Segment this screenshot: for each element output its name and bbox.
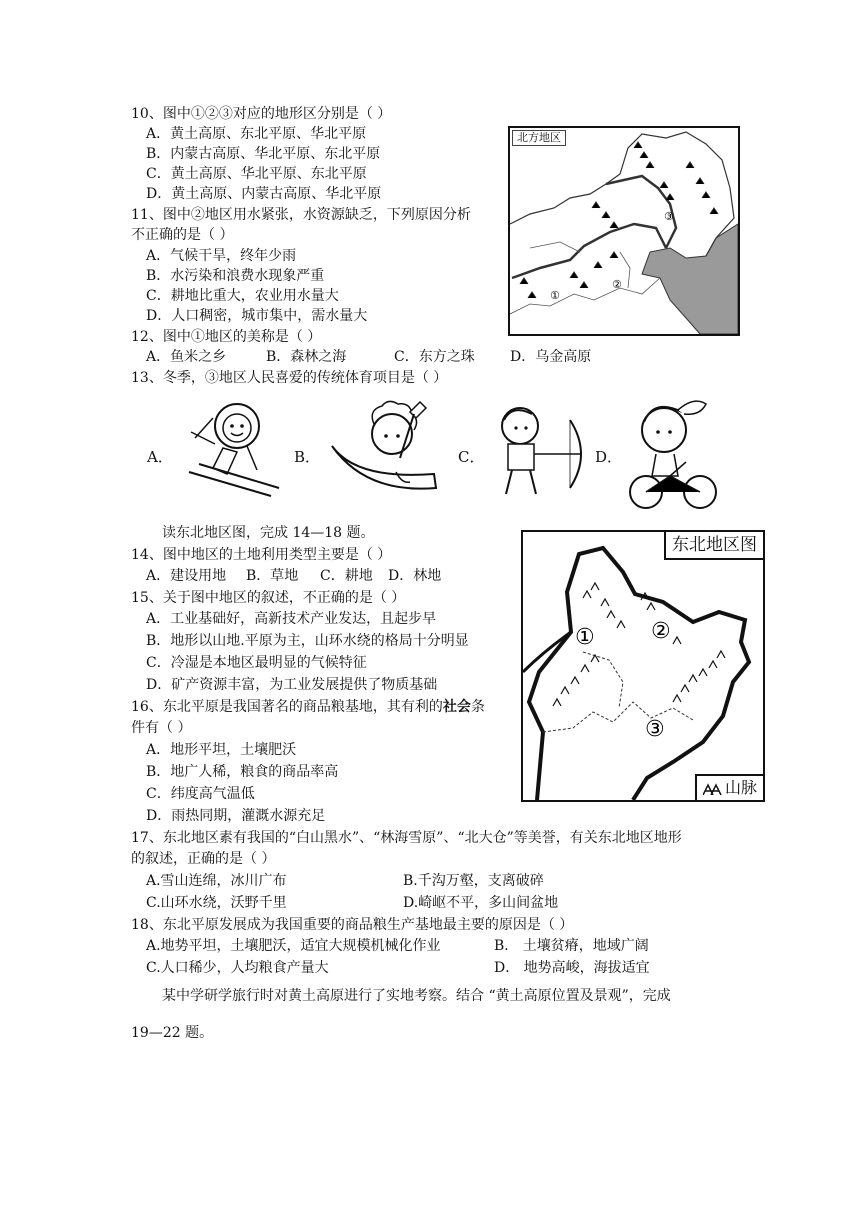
q10-stem: 10、图中①②③对应的地形区分别是（ ） <box>131 106 392 122</box>
q14-option-b: B．草地 <box>246 568 299 584</box>
q17-option-b: B.千沟万壑，支离破碎 <box>403 873 544 889</box>
boating-child-image <box>326 400 444 496</box>
q18-option-a: A.地势平坦，土壤肥沃，适宜大规模机械化作业 <box>146 938 441 954</box>
ne-map-title: 东北地区图 <box>664 532 763 560</box>
q13-stem: 13、冬季，③地区人民喜爱的传统体育项目是（ ） <box>131 370 448 386</box>
q10-option-a: A．黄土高原、东北平原、华北平原 <box>146 126 367 142</box>
q17-option-c: C.山环水绕，沃野千里 <box>146 895 287 911</box>
q13-option-c-letter: C． <box>458 448 485 466</box>
skiing-child-image <box>185 398 285 498</box>
q16-stem-line1 <box>131 697 485 717</box>
q15-option-b: B．地形以山地.平原为主，山环水绕的格局十分明显 <box>146 633 469 649</box>
north-region-map-graphic <box>510 128 738 334</box>
q17-option-d: D.崎岖不平，多山间盆地 <box>403 895 559 911</box>
q13-option-a-letter: A． <box>147 448 173 466</box>
q18-option-c: C.人口稀少，人均粮食产量大 <box>146 960 329 976</box>
north-map-label-1: ① <box>550 289 560 302</box>
q14-option-c: C．耕地 <box>320 568 373 584</box>
q12-option-d: D．乌金高原 <box>510 349 592 365</box>
q17-stem-line2: 的叙述，正确的是（ ） <box>131 851 276 867</box>
q17-stem-line1: 17、东北地区素有我国的“白山黑水”、“林海雪原”、“北大仓”等美誉，有关东北地区地形 <box>131 830 682 846</box>
north-region-map <box>508 126 740 336</box>
intro-19-22-line1: 某中学研学旅行时对黄土高原进行了实地考察。结合 “黄土高原位置及景观”，完成 <box>162 988 671 1004</box>
intro-19-22-line2: 19—22 题。 <box>131 1025 214 1041</box>
q18-stem: 18、东北平原发展成为我国重要的商品粮生产基地最主要的原因是（ ） <box>131 917 574 933</box>
q13-option-b-letter: B． <box>294 448 321 466</box>
q16-stem-line2: 件有（ ） <box>131 720 192 736</box>
northeast-region-map <box>521 530 765 802</box>
q16-stem-bold: 社会 <box>442 699 471 715</box>
archery-child-image <box>488 400 598 500</box>
q10-option-d: D．黄土高原、内蒙古高原、华北平原 <box>146 186 382 202</box>
intro-14-18: 读东北地区图，完成 14—18 题。 <box>162 525 375 541</box>
q18-option-b: B． 土壤贫瘠，地域广阔 <box>494 938 649 954</box>
q11-option-d: D．人口稠密，城市集中，需水量大 <box>146 308 368 324</box>
q14-option-a: A．建设用地 <box>146 568 227 584</box>
ne-map-label-3: ③ <box>645 717 665 742</box>
q10-option-c: C．黄土高原、华北平原、东北平原 <box>146 166 367 182</box>
q14-stem: 14、图中地区的土地利用类型主要是（ ） <box>131 547 392 563</box>
northeast-region-map-graphic <box>523 532 763 800</box>
q16-option-c: C．纬度高气温低 <box>146 786 255 802</box>
q16-stem-part-a: 16、东北平原是我国著名的商品粮基地，其有利的 <box>131 699 443 715</box>
mountain-legend-icon <box>703 783 725 795</box>
north-map-title: 北方地区 <box>512 130 566 146</box>
q12-option-c: C．东方之珠 <box>394 349 475 365</box>
q16-option-d: D．雨热同期，灌溉水源充足 <box>146 808 326 824</box>
q11-option-a: A．气候干旱，终年少雨 <box>146 248 297 264</box>
cycling-child-image <box>624 396 720 510</box>
q16-stem-part-b: 条 <box>470 699 485 715</box>
ne-map-label-1: ① <box>575 625 595 650</box>
ne-map-legend-label: 山脉 <box>724 778 757 797</box>
q16-option-b: B．地广人稀，粮食的商品率高 <box>146 764 339 780</box>
q15-stem: 15、关于图中地区的叙述，不正确的是（ ） <box>131 590 406 606</box>
q12-option-a: A．鱼米之乡 <box>146 349 227 365</box>
q12-stem: 12、图中①地区的美称是（ ） <box>131 329 322 345</box>
q11-option-c: C．耕地比重大，农业用水量大 <box>146 288 339 304</box>
q12-option-b: B．森林之海 <box>266 349 347 365</box>
ne-map-legend <box>695 774 763 800</box>
q10-option-b: B．内蒙古高原、华北平原、东北平原 <box>146 146 381 162</box>
q13-option-d-letter: D． <box>595 448 623 466</box>
q15-option-a: A．工业基础好，高新技术产业发达，且起步早 <box>146 611 437 627</box>
q11-stem-line2: 不正确的是（ ） <box>131 227 234 243</box>
q14-option-d: D．林地 <box>388 568 442 584</box>
q18-option-d: D． 地势高峻，海拔适宜 <box>494 960 650 976</box>
q15-option-d: D．矿产资源丰富，为工业发展提供了物质基础 <box>146 677 438 693</box>
q16-option-a: A．地形平坦，土壤肥沃 <box>146 742 297 758</box>
ne-map-label-2: ② <box>651 619 671 644</box>
q15-option-c: C．冷湿是本地区最明显的气候特征 <box>146 655 367 671</box>
north-map-label-3: ③ <box>664 210 674 223</box>
q11-stem-line1: 11、图中②地区用水紧张，水资源缺乏，下列原因分析 <box>131 207 471 223</box>
q11-option-b: B．水污染和浪费水现象严重 <box>146 268 325 284</box>
q17-option-a: A.雪山连绵，冰川广布 <box>146 873 287 889</box>
north-map-label-2: ② <box>612 278 622 291</box>
